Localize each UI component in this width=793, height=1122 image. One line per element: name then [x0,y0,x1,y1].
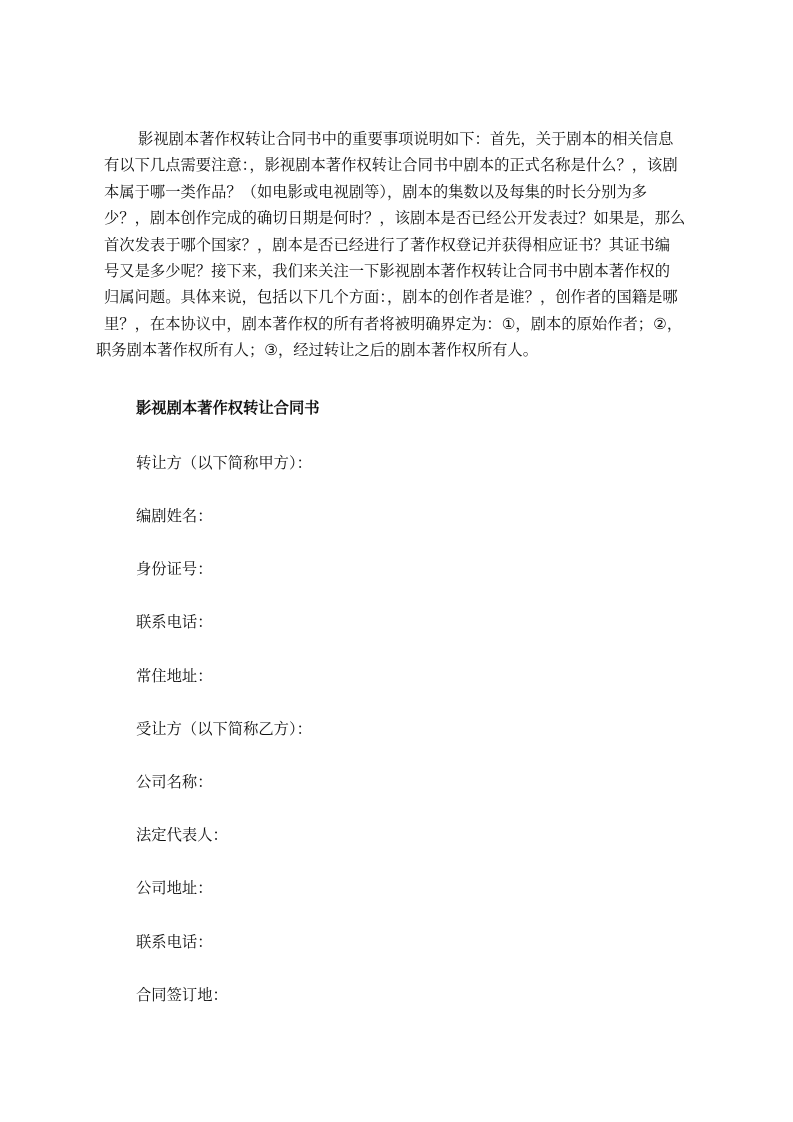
address-label: 常住地址： [136,667,213,685]
transferor-phone-label: 联系电话： [136,613,213,631]
intro-line: 里？，在本协议中，剧本著作权的所有者将被明确界定为：①，剧本的原始作者；②， [104,314,683,333]
company-address-label: 公司地址： [136,879,213,897]
transferor-label: 转让方（以下简称甲方）： [136,454,312,472]
intro-line: 号又是多少呢？接下来，我们来关注一下影视剧本著作权转让合同书中剧本著作权的 [104,262,670,281]
transferee-phone-label: 联系电话： [136,933,213,951]
signing-place-label: 合同签订地： [136,986,228,1004]
intro-paragraph [96,126,698,364]
transferee-label: 受让方（以下简称乙方）： [136,720,312,738]
intro-line: 归属问题。具体来说，包括以下几个方面：，剧本的创作者是谁？，创作者的国籍是哪 [104,288,678,307]
intro-line: 本属于哪一类作品？（如电影或电视剧等），剧本的集数以及每集的时长分别为多 [104,182,648,201]
intro-line: 职务剧本著作权所有人；③，经过转让之后的剧本著作权所有人。 [96,341,539,360]
intro-line: 首次发表于哪个国家？，剧本是否已经进行了著作权登记并获得相应证书？其证书编 [104,235,670,254]
intro-line: 少？，剧本创作完成的确切日期是何时？，该剧本是否已经公开发表过？如果是，那么 [104,209,686,228]
intro-line: 有以下几点需要注意：，影视剧本著作权转让合同书中剧本的正式名称是什么？，该剧 [104,156,678,175]
id-number-label: 身份证号： [136,560,213,578]
contract-title: 影视剧本著作权转让合同书 [136,399,320,417]
company-name-label: 公司名称： [136,773,213,791]
legal-representative-label: 法定代表人： [136,826,228,844]
intro-line: 影视剧本著作权转让合同书中的重要事项说明如下：首先，关于剧本的相关信息 [138,130,674,148]
screenwriter-name-label: 编剧姓名： [136,507,213,525]
